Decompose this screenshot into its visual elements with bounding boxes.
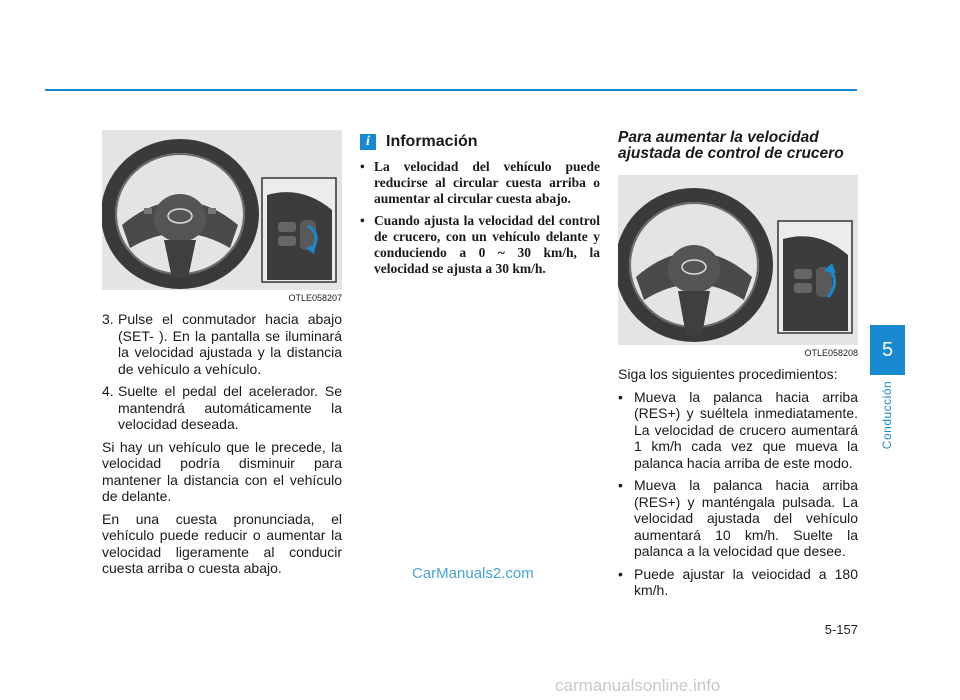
steering-wheel-figure: [102, 130, 342, 290]
section-title: Para aumentar la velocidad ajustada de control de crucero: [618, 129, 844, 162]
info-text: Cuando ajusta la velocidad del control de crucero, con un vehículo delante y conduciendo a 0 ~ 30 km/h, la velocidad se ajusta a 30 km/h.: [374, 213, 600, 276]
page-number: 5-157: [824, 622, 858, 637]
bullet-icon: •: [360, 159, 365, 174]
info-header: [360, 133, 600, 151]
column-middle: [360, 130, 600, 283]
bullet-list: [618, 389, 858, 599]
step-number: 3.: [102, 311, 114, 327]
watermark-link[interactable]: CarManuals2.com: [412, 565, 534, 582]
bullet-text: Mueva la palanca hacia arriba (RES+) y manténgala pulsada. La velocidad ajustada del vehículo aumentará 10 km/h. Suelte la palanca a la velocidad que desee.: [634, 477, 858, 559]
list-item: [360, 213, 600, 277]
bullet-icon: •: [618, 565, 623, 582]
steering-wheel-illustration: [618, 175, 858, 345]
column-right: [618, 130, 858, 605]
header-rule: [45, 89, 857, 91]
bullet-text: Mueva la palanca hacia arriba (RES+) y suéltela inmediatamente. La velocidad de crucero aumentará 1 km/h cada vez que mueva la palanca hacia arriba de este modo.: [634, 388, 858, 471]
list-item: [102, 383, 342, 433]
paragraph: En una cuesta pronunciada, el vehículo puede reducir o aumentar la velocidad ligeramente al conducir cuesta arriba o cuesta abajo.: [102, 510, 342, 576]
info-title: Información: [386, 133, 478, 150]
step-number: 4.: [102, 383, 114, 399]
chapter-name-label: Conducción: [880, 380, 894, 450]
bullet-icon: •: [618, 477, 623, 493]
chapter-number-tab: 5: [870, 325, 905, 375]
step-list: [102, 311, 342, 433]
column-left: [102, 130, 342, 583]
intro-text: Siga los siguientes procedimientos:: [618, 366, 838, 382]
list-item: [618, 477, 858, 560]
bullet-text: Puede ajustar la veiocidad a 180 km/h.: [634, 565, 858, 598]
steering-wheel-illustration: [102, 130, 342, 290]
list-item: [102, 311, 342, 377]
list-item: [618, 566, 858, 599]
steering-wheel-figure: [618, 175, 858, 345]
list-item: [618, 389, 858, 472]
step-text: Suelte el pedal del acelerador. Se mantendrá automáticamente la velocidad deseada.: [118, 383, 342, 432]
figure-caption: OTLE058207: [288, 293, 342, 303]
list-item: [360, 159, 600, 207]
figure-caption: OTLE058208: [804, 348, 858, 358]
paragraph: Si hay un vehículo que le precede, la velocidad podría disminuir para mantener la distancia con el vehículo de delante.: [102, 438, 342, 504]
bullet-icon: •: [618, 388, 623, 405]
bullet-icon: •: [360, 213, 365, 228]
info-list: [360, 159, 600, 277]
footer-watermark: carmanualsonline.info: [555, 676, 721, 695]
step-text: Pulse el conmutador hacia abajo (SET- ). En la pantalla se iluminará la velocidad ajustada y la distancia de vehículo a vehículo.: [118, 311, 342, 377]
info-icon: i: [360, 134, 376, 150]
info-text: La velocidad del vehículo puede reducirse al circular cuesta arriba o aumentar al circular cuesta abajo.: [374, 159, 600, 206]
chapter-name: [876, 380, 898, 450]
